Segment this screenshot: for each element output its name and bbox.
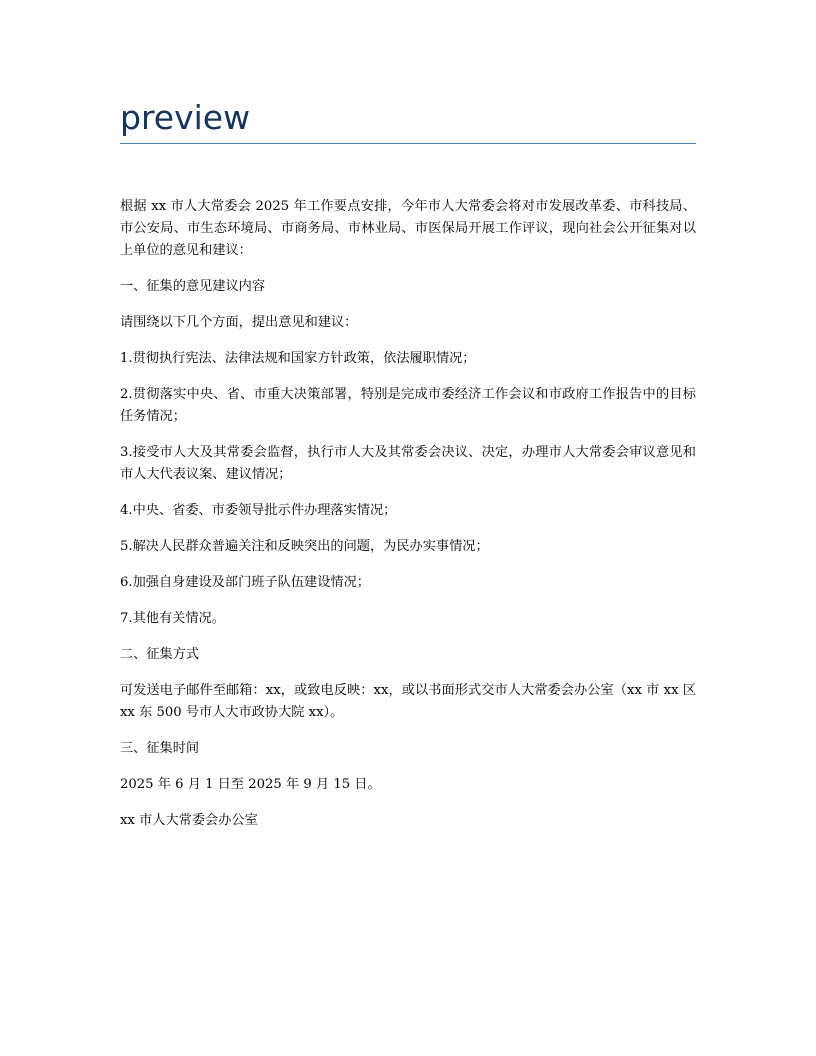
time-paragraph: 2025 年 6 月 1 日至 2025 年 9 月 15 日。 (120, 777, 381, 792)
document-title: preview (120, 98, 251, 137)
list-item: 3.接受市人大及其常委会监督，执行市人大及其常委会决议、决定，办理市人大常委会审议意见和市人大代表议案、建议情况； (120, 445, 696, 482)
signature-line: xx 市人大常委会办公室 (120, 813, 258, 828)
section-heading-content: 一、征集的意见建议内容 (120, 279, 266, 294)
intro-paragraph: 根据 xx 市人大常委会 2025 年工作要点安排，今年市人大常委会将对市发展改革委、市科技局、市公安局、市生态环境局、市商务局、市林业局、市医保局开展工作评议，现向社会公开征集对以上单位的意见和建议： (120, 199, 696, 258)
list-item: 4.中央、省委、市委领导批示件办理落实情况； (120, 503, 397, 518)
list-item: 6.加强自身建设及部门班子队伍建设情况； (120, 575, 370, 590)
document-body (120, 196, 696, 846)
section-heading-time: 三、征集时间 (120, 741, 200, 756)
list-item: 7.其他有关情况。 (120, 611, 225, 626)
title-divider (120, 143, 696, 144)
list-item: 5.解决人民群众普遍关注和反映突出的问题，为民办实事情况； (120, 539, 489, 554)
list-item: 1.贯彻执行宪法、法律法规和国家方针政策，依法履职情况； (120, 351, 476, 366)
method-paragraph: 可发送电子邮件至邮箱：xx，或致电反映：xx，或以书面形式交市人大常委会办公室（xx 市 xx 区 xx 东 500 号市人大市政协大院 xx）。 (120, 683, 696, 720)
section-heading-method: 二、征集方式 (120, 647, 200, 662)
list-item: 2.贯彻落实中央、省、市重大决策部署，特别是完成市委经济工作会议和市政府工作报告中的目标任务情况； (120, 387, 696, 424)
content-lead-paragraph: 请围绕以下几个方面，提出意见和建议： (120, 315, 358, 330)
